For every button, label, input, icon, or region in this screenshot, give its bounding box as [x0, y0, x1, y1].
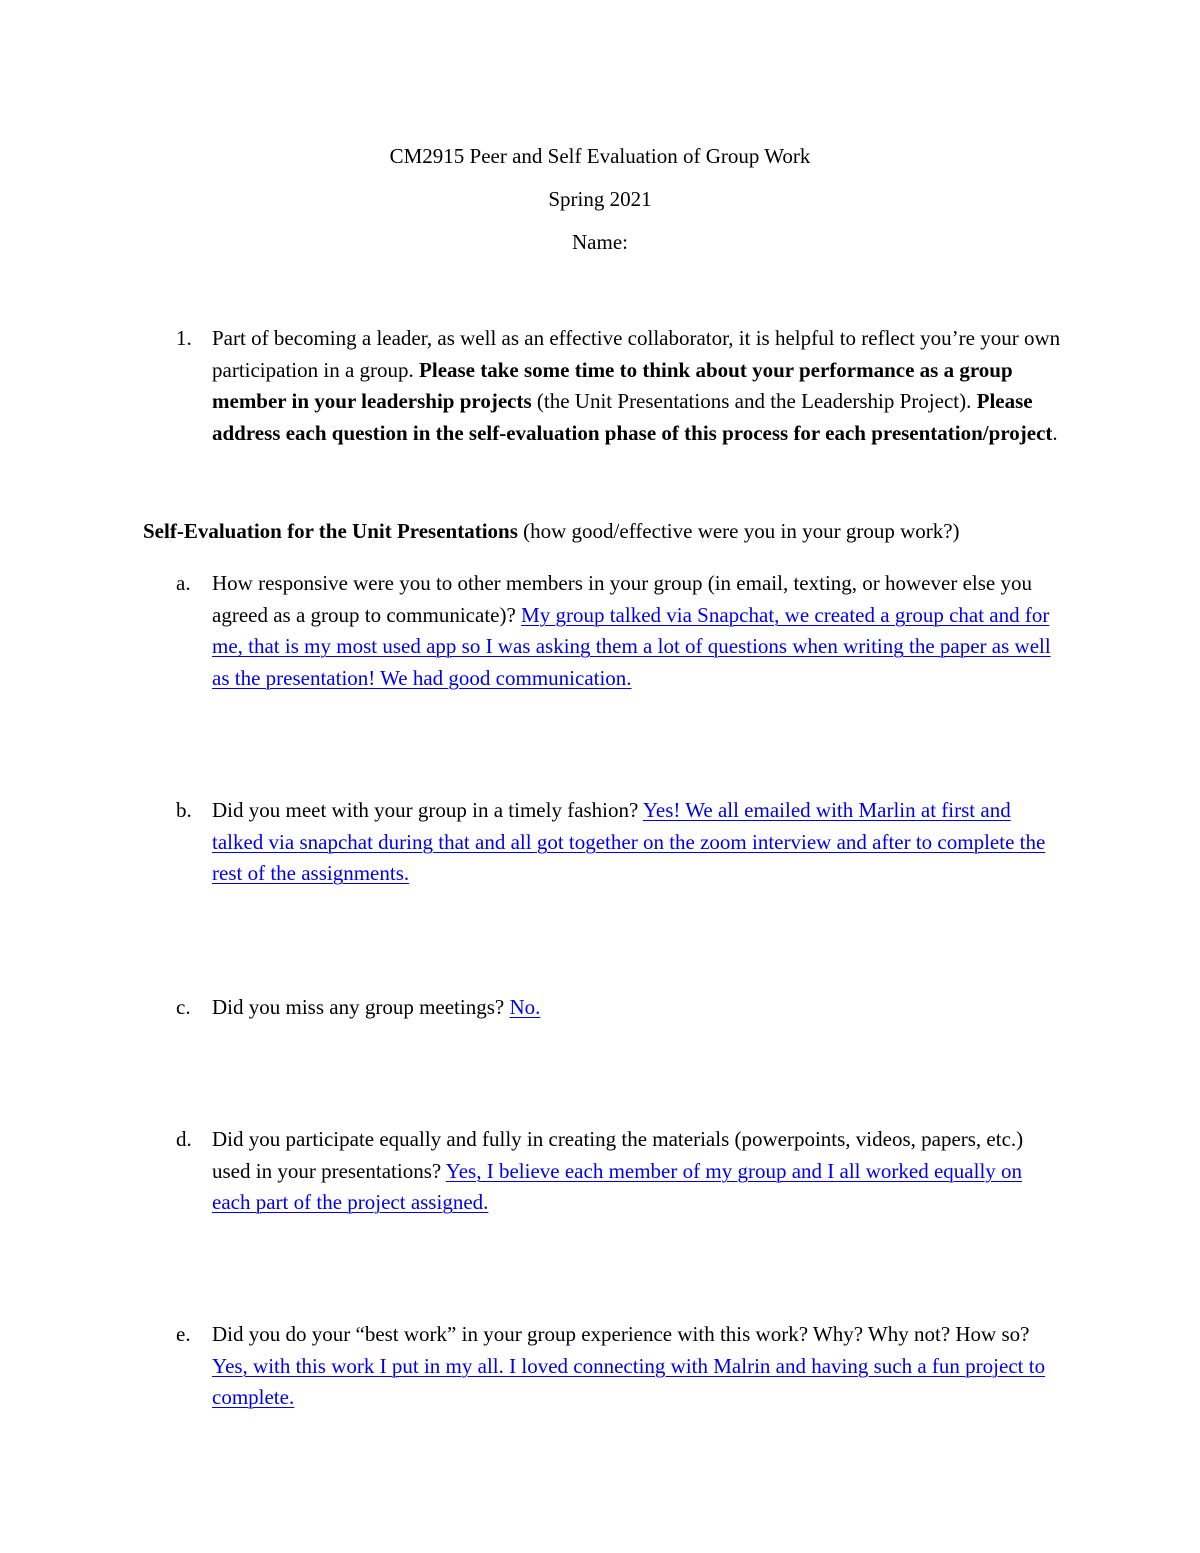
intro-bold-part2: Please address each question in the self-evaluation phase of this process for each presentation/project: [212, 389, 1053, 445]
question-prompt: Did you meet with your group in a timely fashion?: [212, 798, 643, 822]
question-marker: e.: [176, 1322, 191, 1346]
question-prompt: How responsive were you to other members in your group (in email, texting, or however else you agreed as a group to communicate)?: [212, 571, 1032, 627]
question-prompt: Did you miss any group meetings?: [212, 995, 510, 1019]
answer-text[interactable]: Yes! We all emailed with Marlin at first and talked via snapchat during that and all got together on the zoom interview and after to complete the rest of the assignments.: [212, 798, 1046, 885]
answer-text[interactable]: Yes, I believe each member of my group and I all worked equally on each part of the project assigned.: [212, 1158, 1023, 1214]
term-label: Spring 2021: [548, 187, 652, 211]
intro-text: [212, 323, 1062, 449]
question-marker: b.: [176, 798, 192, 822]
question-prompt: Did you do your “best work” in your group experience with this work? Why? Why not? How so?: [212, 1322, 1030, 1346]
answer-text[interactable]: Yes, with this work I put in my all. I loved connecting with Malrin and having such a fun project to complete.: [212, 1353, 1046, 1409]
question-text: [212, 795, 1062, 890]
section-heading: [143, 516, 1083, 548]
question-marker: c.: [176, 995, 191, 1019]
intro-text-part2: (the Unit Presentations and the Leadership Project).: [531, 389, 977, 413]
answer-text[interactable]: My group talked via Snapchat, we created a group chat and for me, that is my most used app so I was asking them a lot of questions when writing the paper as well as the presentation! We had good communication.: [212, 602, 1051, 690]
section-subheading: (how good/effective were you in your group work?): [517, 519, 960, 543]
section-heading-bold: Self-Evaluation for the Unit Presentations: [143, 519, 518, 543]
question-marker: d.: [176, 1127, 192, 1151]
intro-text-part1: Part of becoming a leader, as well as an effective collaborator, it is helpful to reflect you’re your own participation in a group.: [212, 326, 1061, 382]
question-text: [212, 568, 1062, 694]
question-marker: a.: [176, 571, 191, 595]
question-text: [212, 1124, 1062, 1219]
document-title: CM2915 Peer and Self Evaluation of Group Work: [389, 144, 811, 168]
intro-text-part3: .: [1052, 420, 1058, 445]
intro-marker: 1.: [176, 326, 192, 350]
intro-bold-part1: Please take some time to think about your performance as a group member in your leadership projects: [212, 357, 1013, 413]
question-text: [212, 1319, 1062, 1414]
name-label: Name:: [572, 230, 628, 254]
answer-text[interactable]: No.: [509, 995, 541, 1019]
question-text: [212, 992, 1062, 1024]
question-prompt: Did you participate equally and fully in creating the materials (powerpoints, videos, papers, etc.) used in your presentations?: [212, 1127, 1024, 1183]
